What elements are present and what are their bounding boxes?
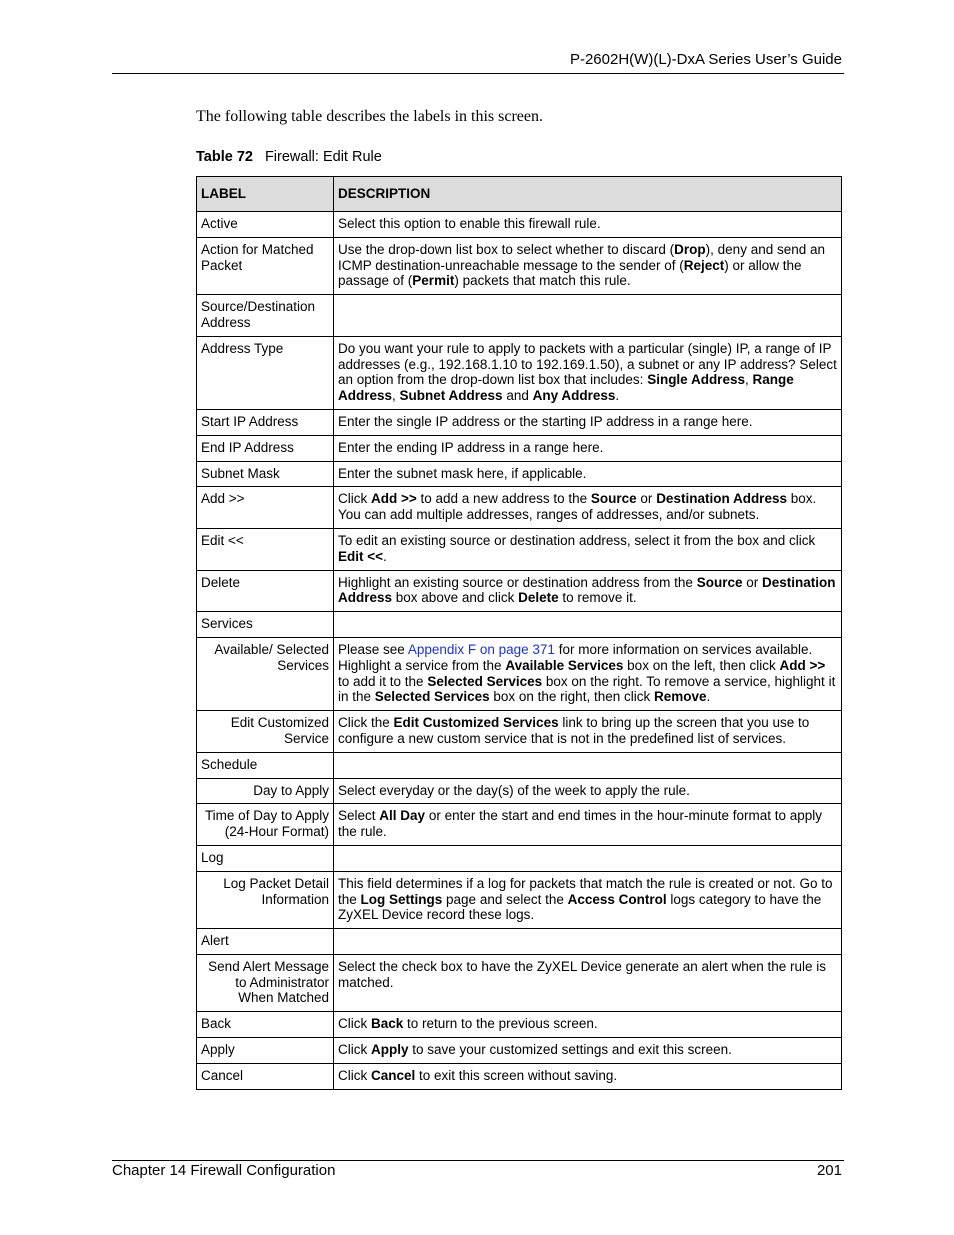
table-row (197, 1038, 842, 1064)
description-text: ) or allow the passage of ( (338, 257, 802, 289)
bold-term: Available Services (505, 657, 624, 673)
description-text: Highlight an existing source or destination address from the (338, 574, 697, 590)
description-text: , (744, 372, 753, 388)
row-description (334, 528, 842, 570)
description-text: logs category to have the ZyXEL Device record these logs. (338, 891, 822, 923)
row-label: Action for Matched Packet (197, 237, 334, 294)
description-text: Click (338, 1067, 371, 1083)
row-label: Subnet Mask (197, 461, 334, 487)
description-text: to save your customized settings and exit this screen. (408, 1042, 732, 1058)
footer-chapter: Chapter 14 Firewall Configuration (112, 1162, 336, 1179)
table-row (197, 237, 842, 294)
description-text: to return to the previous screen. (403, 1016, 598, 1032)
description-text: box on the right. To remove a service, highlight it in the (338, 673, 836, 705)
bold-term: Remove (653, 689, 707, 705)
row-description (334, 711, 842, 753)
bold-term: Range Address (338, 372, 794, 404)
description-text: link to bring up the screen that you use to configure a new custom service that is not in the predefined list of services. (338, 715, 810, 746)
column-header-description: DESCRIPTION (334, 177, 842, 212)
description-text: or enter the start and end times in the hour-minute format to apply the rule. (338, 808, 823, 840)
bold-term: Destination Address (656, 491, 787, 507)
table-row (197, 637, 842, 710)
row-label: Log Packet Detail Information (197, 871, 334, 928)
description-text: to remove it. (558, 590, 637, 606)
row-description (334, 637, 842, 710)
description-text: Select (338, 808, 380, 824)
row-label: Source/Destination Address (197, 295, 334, 337)
description-text: ), deny and send an ICMP destination-unreachable message to the sender of ( (338, 241, 826, 273)
table-row (197, 752, 842, 778)
description-text: box on the right, then click (489, 689, 654, 705)
row-label: Schedule (197, 752, 334, 778)
table-row (197, 871, 842, 928)
row-description (334, 1012, 842, 1038)
page-number: 201 (816, 1162, 842, 1179)
bold-term: Selected Services (427, 673, 543, 689)
table-row (197, 570, 842, 612)
row-description (334, 845, 842, 871)
bold-term: Edit Customized Services (393, 715, 559, 731)
row-label: Time of Day to Apply (24-Hour Format) (197, 804, 334, 846)
running-header-title: P-2602H(W)(L)-DxA Series User’s Guide (569, 51, 842, 68)
table-row (197, 435, 842, 461)
description-text: . (615, 388, 620, 404)
bold-term: Access Control (567, 891, 667, 907)
row-label: Edit << (197, 528, 334, 570)
row-label: Active (197, 212, 334, 238)
table-row (197, 804, 842, 846)
row-label: Available/ Selected Services (197, 637, 334, 710)
description-text: To edit an existing source or destination address, select it from the box and click (338, 532, 816, 548)
table-row (197, 409, 842, 435)
table-row (197, 461, 842, 487)
row-description (334, 295, 842, 337)
row-description: Select this option to enable this firewall rule. (334, 212, 842, 238)
description-text: . (383, 548, 387, 564)
row-description: Select the check box to have the ZyXEL Device generate an alert when the rule is matched. (334, 954, 842, 1011)
label-description-table (196, 176, 842, 1090)
table-row (197, 845, 842, 871)
table-row (197, 528, 842, 570)
description-text: . (706, 689, 711, 705)
table-caption-number: Table 72 (196, 149, 253, 165)
bold-term: Edit << (338, 548, 384, 564)
bold-term: Back (371, 1016, 404, 1032)
row-description: Enter the single IP address or the starting IP address in a range here. (334, 409, 842, 435)
description-text: or (636, 491, 657, 507)
table-row (197, 612, 842, 638)
row-label: Alert (197, 929, 334, 955)
row-description (334, 804, 842, 846)
description-text: to add a new address to the (416, 491, 591, 507)
table-row (197, 336, 842, 409)
row-label: Services (197, 612, 334, 638)
bold-term: Destination Address (338, 574, 836, 606)
bold-term: Source (590, 491, 637, 507)
description-text: box above and click (392, 590, 519, 606)
bold-term: Subnet Address (399, 388, 503, 404)
table-row (197, 929, 842, 955)
bold-term: Delete (518, 590, 559, 606)
bold-term: Cancel (371, 1067, 416, 1083)
table-row (197, 487, 842, 529)
row-label: Start IP Address (197, 409, 334, 435)
description-text: Do you want your rule to apply to packets with a particular (single) IP, a range of IP addresses (e.g., 192.168.1.10 to 192.169.1.50), a subnet or any IP address? Select an option from the drop-down list box that includes: (338, 340, 837, 388)
description-text: or (742, 574, 762, 590)
row-description (334, 1063, 842, 1089)
bold-term: Apply (371, 1042, 409, 1058)
bold-term: Reject (683, 257, 725, 273)
description-text: box on the left, then click (623, 657, 780, 673)
table-row (197, 711, 842, 753)
table-row (197, 295, 842, 337)
description-text: Click (338, 1042, 371, 1058)
row-label: Cancel (197, 1063, 334, 1089)
description-text: Use the drop-down list box to select whether to discard ( (338, 241, 675, 257)
row-description: Enter the subnet mask here, if applicable. (334, 461, 842, 487)
row-description (334, 336, 842, 409)
row-label: Day to Apply (197, 778, 334, 804)
bold-term: Drop (674, 241, 706, 257)
bold-term: Source (696, 574, 743, 590)
bold-term: Add >> (371, 491, 417, 507)
bold-term: Permit (412, 273, 455, 289)
table-caption-title: Firewall: Edit Rule (264, 149, 382, 165)
row-description (334, 570, 842, 612)
row-label: Apply (197, 1038, 334, 1064)
row-label: Back (197, 1012, 334, 1038)
intro-paragraph: The following table describes the labels in this screen. (196, 108, 544, 125)
bold-term: Single Address (647, 372, 745, 388)
row-description: Select everyday or the day(s) of the week to apply the rule. (334, 778, 842, 804)
column-header-label: LABEL (197, 177, 334, 212)
description-text: Click the (338, 715, 394, 731)
row-description (334, 752, 842, 778)
description-text: ) packets that match this rule. (454, 273, 631, 289)
row-description: Enter the ending IP address in a range here. (334, 435, 842, 461)
row-label: End IP Address (197, 435, 334, 461)
row-description (334, 487, 842, 529)
table-row (197, 954, 842, 1011)
bold-term: Add >> (779, 657, 826, 673)
cross-reference-link[interactable]: Appendix F on page 371 (407, 641, 555, 657)
bold-term: All Day (379, 808, 426, 824)
row-description (334, 612, 842, 638)
description-text: Please see (338, 641, 408, 657)
row-label: Address Type (197, 336, 334, 409)
row-label: Delete (197, 570, 334, 612)
bold-term: Selected Services (374, 689, 490, 705)
description-text: page and select the (442, 891, 568, 907)
row-label: Add >> (197, 487, 334, 529)
description-text: Click (338, 491, 371, 507)
row-description (334, 1038, 842, 1064)
bold-term: Log Settings (360, 891, 443, 907)
table-header-row (197, 177, 842, 212)
table-body (197, 212, 842, 1090)
header-rule (112, 73, 844, 74)
row-label: Edit Customized Service (197, 711, 334, 753)
description-text: box. You can add multiple addresses, ranges of addresses, and/or subnets. (338, 491, 817, 523)
description-text: and (502, 388, 533, 404)
description-text: to exit this screen without saving. (415, 1067, 618, 1083)
table-row (197, 1012, 842, 1038)
bold-term: Any Address (532, 388, 616, 404)
description-text: Click (338, 1016, 371, 1032)
row-label: Log (197, 845, 334, 871)
row-description (334, 871, 842, 928)
table-caption (196, 147, 382, 167)
table-row (197, 1063, 842, 1089)
description-text: for more information on services available. Highlight a service from the (338, 641, 813, 673)
description-text: , (392, 388, 400, 404)
row-description (334, 237, 842, 294)
row-description (334, 929, 842, 955)
description-text: to add it to the (338, 673, 428, 689)
row-label: Send Alert Message to Administrator When Matched (197, 954, 334, 1011)
table-row (197, 778, 842, 804)
table-row (197, 212, 842, 238)
description-text: This field determines if a log for packets that match the rule is created or not. Go to the (338, 875, 833, 907)
